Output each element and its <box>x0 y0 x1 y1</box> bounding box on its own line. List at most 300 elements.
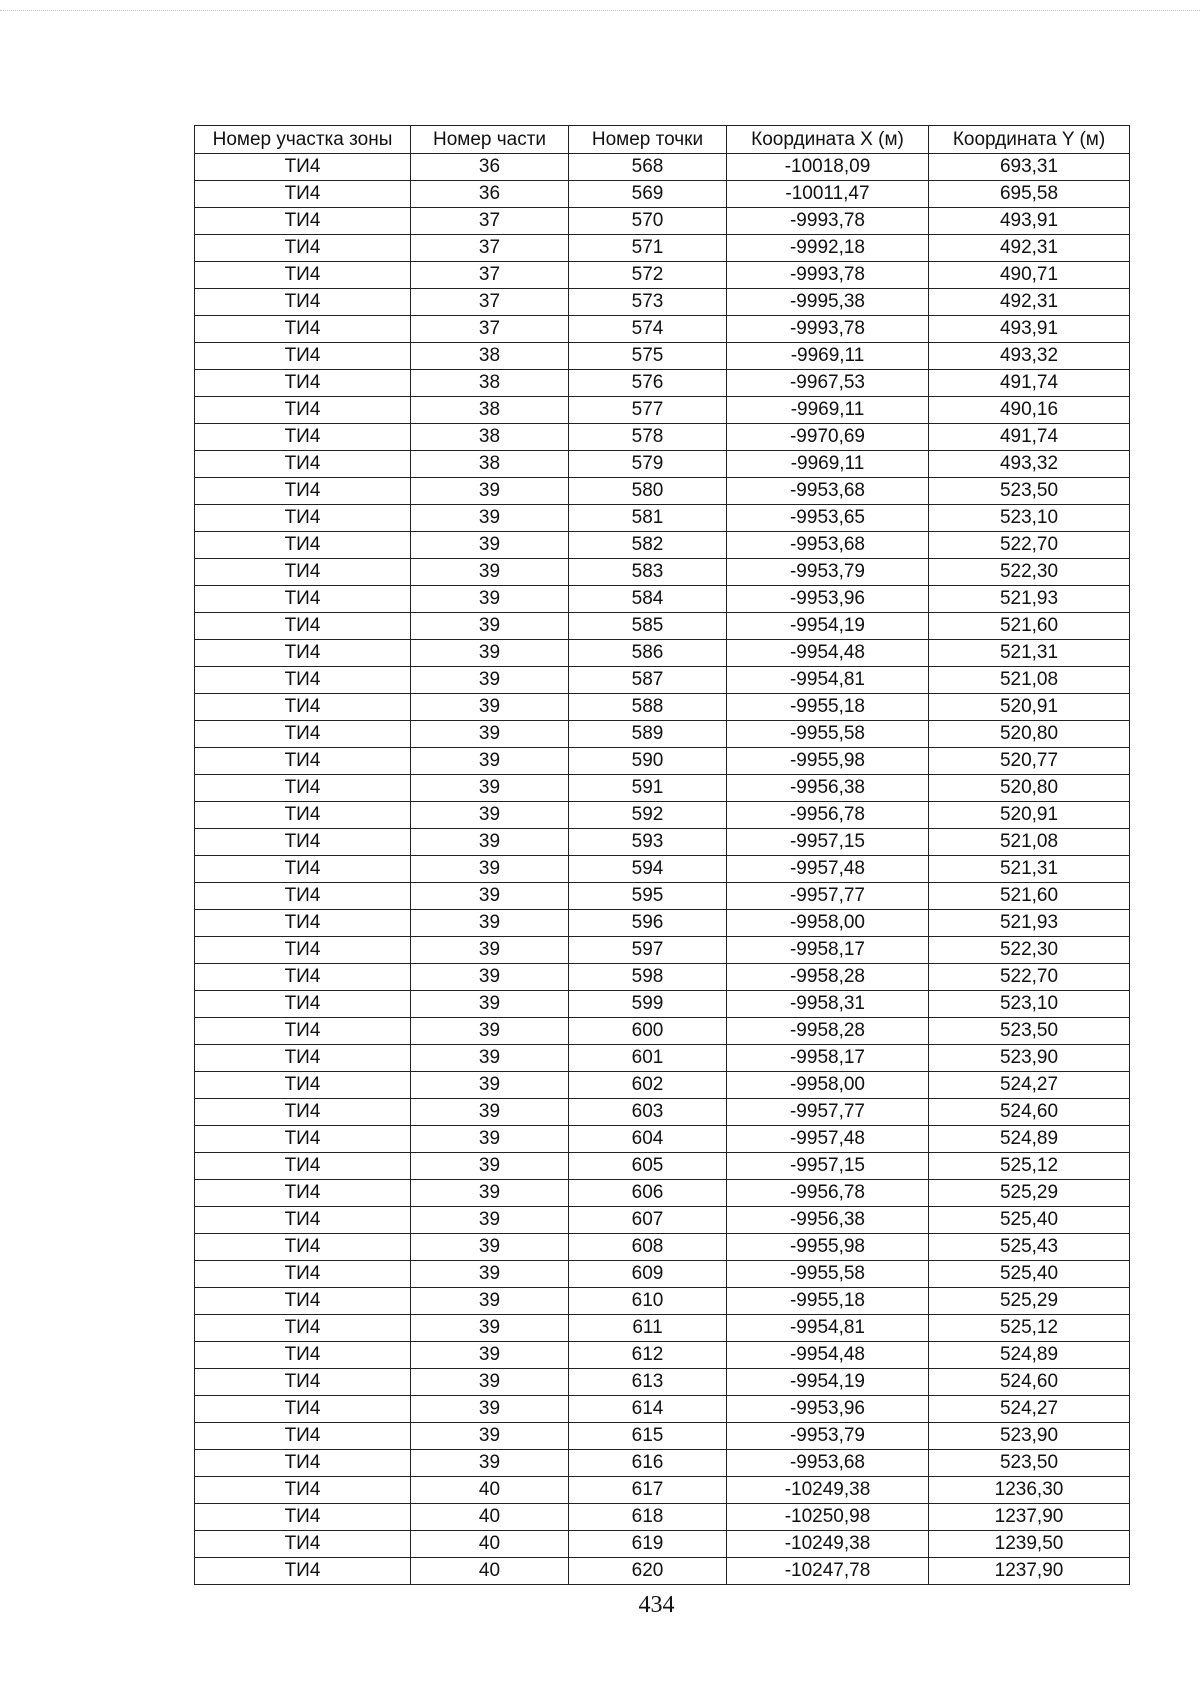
part-number-cell: 39 <box>411 586 569 613</box>
coordinate-x-cell: -9958,17 <box>727 937 929 964</box>
point-number-cell: 616 <box>569 1450 727 1477</box>
zone-section-cell: ТИ4 <box>195 505 411 532</box>
table-row <box>195 1261 1130 1288</box>
coordinate-y-cell: 524,27 <box>929 1072 1130 1099</box>
part-number-cell: 40 <box>411 1477 569 1504</box>
part-number-cell: 36 <box>411 181 569 208</box>
coordinate-y-cell: 520,80 <box>929 775 1130 802</box>
zone-section-cell: ТИ4 <box>195 1450 411 1477</box>
coordinate-y-cell: 523,10 <box>929 991 1130 1018</box>
table-row <box>195 343 1130 370</box>
table-row <box>195 829 1130 856</box>
coordinate-x-cell: -9969,11 <box>727 343 929 370</box>
coordinate-y-cell: 523,90 <box>929 1423 1130 1450</box>
point-number-cell: 598 <box>569 964 727 991</box>
table-row <box>195 1504 1130 1531</box>
point-number-cell: 596 <box>569 910 727 937</box>
point-number-cell: 590 <box>569 748 727 775</box>
coordinate-x-cell: -9953,96 <box>727 1396 929 1423</box>
part-number-cell: 39 <box>411 1342 569 1369</box>
zone-section-cell: ТИ4 <box>195 775 411 802</box>
header-coordinate-y: Координата Y (м) <box>929 126 1130 154</box>
point-number-cell: 570 <box>569 208 727 235</box>
part-number-cell: 39 <box>411 721 569 748</box>
coordinate-x-cell: -9995,38 <box>727 289 929 316</box>
table-row <box>195 1126 1130 1153</box>
point-number-cell: 580 <box>569 478 727 505</box>
zone-section-cell: ТИ4 <box>195 991 411 1018</box>
coordinate-y-cell: 490,16 <box>929 397 1130 424</box>
point-number-cell: 615 <box>569 1423 727 1450</box>
zone-section-cell: ТИ4 <box>195 910 411 937</box>
coordinate-y-cell: 522,30 <box>929 559 1130 586</box>
point-number-cell: 579 <box>569 451 727 478</box>
table-row <box>195 370 1130 397</box>
coordinate-y-cell: 1239,50 <box>929 1531 1130 1558</box>
coordinate-x-cell: -9954,81 <box>727 1315 929 1342</box>
part-number-cell: 39 <box>411 1396 569 1423</box>
part-number-cell: 40 <box>411 1531 569 1558</box>
part-number-cell: 37 <box>411 289 569 316</box>
part-number-cell: 38 <box>411 451 569 478</box>
coordinate-y-cell: 492,31 <box>929 289 1130 316</box>
point-number-cell: 585 <box>569 613 727 640</box>
part-number-cell: 39 <box>411 1072 569 1099</box>
coordinate-y-cell: 523,50 <box>929 478 1130 505</box>
coordinate-x-cell: -9956,38 <box>727 775 929 802</box>
part-number-cell: 38 <box>411 370 569 397</box>
coordinate-y-cell: 522,70 <box>929 532 1130 559</box>
coordinate-y-cell: 521,60 <box>929 613 1130 640</box>
zone-section-cell: ТИ4 <box>195 1234 411 1261</box>
part-number-cell: 39 <box>411 1018 569 1045</box>
point-number-cell: 620 <box>569 1558 727 1585</box>
zone-section-cell: ТИ4 <box>195 262 411 289</box>
coordinate-x-cell: -9955,98 <box>727 1234 929 1261</box>
part-number-cell: 39 <box>411 937 569 964</box>
point-number-cell: 597 <box>569 937 727 964</box>
table-header <box>195 126 1130 154</box>
part-number-cell: 39 <box>411 1126 569 1153</box>
part-number-cell: 37 <box>411 316 569 343</box>
coordinate-x-cell: -10249,38 <box>727 1477 929 1504</box>
table-row <box>195 856 1130 883</box>
coordinate-x-cell: -9954,81 <box>727 667 929 694</box>
coordinate-x-cell: -9955,58 <box>727 1261 929 1288</box>
table-row <box>195 1477 1130 1504</box>
coordinate-x-cell: -9953,96 <box>727 586 929 613</box>
coordinate-y-cell: 520,77 <box>929 748 1130 775</box>
part-number-cell: 39 <box>411 829 569 856</box>
part-number-cell: 36 <box>411 154 569 181</box>
coordinate-y-cell: 491,74 <box>929 370 1130 397</box>
coordinate-x-cell: -9957,48 <box>727 856 929 883</box>
zone-section-cell: ТИ4 <box>195 1477 411 1504</box>
scan-top-border <box>0 10 1200 11</box>
coordinate-x-cell: -9953,68 <box>727 1450 929 1477</box>
zone-section-cell: ТИ4 <box>195 964 411 991</box>
point-number-cell: 582 <box>569 532 727 559</box>
table-row <box>195 748 1130 775</box>
zone-section-cell: ТИ4 <box>195 1288 411 1315</box>
point-number-cell: 587 <box>569 667 727 694</box>
point-number-cell: 575 <box>569 343 727 370</box>
coordinate-x-cell: -9958,31 <box>727 991 929 1018</box>
zone-section-cell: ТИ4 <box>195 1342 411 1369</box>
point-number-cell: 618 <box>569 1504 727 1531</box>
zone-section-cell: ТИ4 <box>195 667 411 694</box>
part-number-cell: 39 <box>411 910 569 937</box>
coordinate-x-cell: -9993,78 <box>727 208 929 235</box>
coordinate-x-cell: -9955,18 <box>727 1288 929 1315</box>
zone-section-cell: ТИ4 <box>195 559 411 586</box>
coordinate-x-cell: -9953,79 <box>727 1423 929 1450</box>
zone-section-cell: ТИ4 <box>195 802 411 829</box>
coordinate-y-cell: 490,71 <box>929 262 1130 289</box>
coordinate-x-cell: -10018,09 <box>727 154 929 181</box>
coordinate-x-cell: -9970,69 <box>727 424 929 451</box>
zone-section-cell: ТИ4 <box>195 829 411 856</box>
part-number-cell: 38 <box>411 397 569 424</box>
coordinate-y-cell: 521,93 <box>929 910 1130 937</box>
part-number-cell: 39 <box>411 1423 569 1450</box>
coordinate-x-cell: -9957,77 <box>727 883 929 910</box>
coordinate-y-cell: 524,89 <box>929 1342 1130 1369</box>
coordinate-x-cell: -9992,18 <box>727 235 929 262</box>
table-row <box>195 1099 1130 1126</box>
coordinate-y-cell: 524,60 <box>929 1369 1130 1396</box>
table-row <box>195 586 1130 613</box>
point-number-cell: 589 <box>569 721 727 748</box>
coordinate-y-cell: 520,91 <box>929 802 1130 829</box>
coordinate-y-cell: 521,31 <box>929 640 1130 667</box>
coordinate-x-cell: -9953,65 <box>727 505 929 532</box>
zone-section-cell: ТИ4 <box>195 343 411 370</box>
coordinate-y-cell: 525,40 <box>929 1207 1130 1234</box>
zone-section-cell: ТИ4 <box>195 289 411 316</box>
table-row <box>195 1045 1130 1072</box>
coordinate-x-cell: -9954,19 <box>727 613 929 640</box>
coordinate-x-cell: -10249,38 <box>727 1531 929 1558</box>
table-row <box>195 559 1130 586</box>
coordinate-x-cell: -9993,78 <box>727 262 929 289</box>
coordinate-x-cell: -9956,78 <box>727 802 929 829</box>
table-row <box>195 1153 1130 1180</box>
coordinate-x-cell: -9958,00 <box>727 910 929 937</box>
zone-section-cell: ТИ4 <box>195 1180 411 1207</box>
coordinate-x-cell: -9969,11 <box>727 397 929 424</box>
coordinate-x-cell: -10011,47 <box>727 181 929 208</box>
coordinate-x-cell: -9957,77 <box>727 1099 929 1126</box>
point-number-cell: 583 <box>569 559 727 586</box>
coordinate-x-cell: -9953,68 <box>727 478 929 505</box>
coordinate-x-cell: -9955,58 <box>727 721 929 748</box>
coordinate-x-cell: -9956,78 <box>727 1180 929 1207</box>
part-number-cell: 40 <box>411 1558 569 1585</box>
table-row <box>195 937 1130 964</box>
point-number-cell: 608 <box>569 1234 727 1261</box>
table-row <box>195 1423 1130 1450</box>
coordinate-y-cell: 520,91 <box>929 694 1130 721</box>
table-row <box>195 1369 1130 1396</box>
table-row <box>195 667 1130 694</box>
part-number-cell: 39 <box>411 1450 569 1477</box>
point-number-cell: 576 <box>569 370 727 397</box>
coordinate-y-cell: 492,31 <box>929 235 1130 262</box>
header-row <box>195 126 1130 154</box>
point-number-cell: 571 <box>569 235 727 262</box>
point-number-cell: 577 <box>569 397 727 424</box>
part-number-cell: 39 <box>411 775 569 802</box>
part-number-cell: 39 <box>411 1288 569 1315</box>
coordinate-x-cell: -9957,48 <box>727 1126 929 1153</box>
table-row <box>195 775 1130 802</box>
coordinate-x-cell: -9953,68 <box>727 532 929 559</box>
part-number-cell: 39 <box>411 1234 569 1261</box>
point-number-cell: 588 <box>569 694 727 721</box>
table-row <box>195 991 1130 1018</box>
point-number-cell: 614 <box>569 1396 727 1423</box>
part-number-cell: 39 <box>411 1261 569 1288</box>
coordinates-table <box>194 125 1130 1585</box>
coordinate-x-cell: -9958,28 <box>727 1018 929 1045</box>
table-row <box>195 1018 1130 1045</box>
zone-section-cell: ТИ4 <box>195 721 411 748</box>
coordinate-y-cell: 522,70 <box>929 964 1130 991</box>
part-number-cell: 39 <box>411 1369 569 1396</box>
part-number-cell: 39 <box>411 1180 569 1207</box>
part-number-cell: 39 <box>411 613 569 640</box>
coordinate-y-cell: 1237,90 <box>929 1504 1130 1531</box>
part-number-cell: 39 <box>411 1207 569 1234</box>
table-row <box>195 505 1130 532</box>
coordinate-y-cell: 524,89 <box>929 1126 1130 1153</box>
table-row <box>195 316 1130 343</box>
coordinate-x-cell: -10250,98 <box>727 1504 929 1531</box>
point-number-cell: 599 <box>569 991 727 1018</box>
part-number-cell: 37 <box>411 235 569 262</box>
zone-section-cell: ТИ4 <box>195 1504 411 1531</box>
coordinate-y-cell: 525,12 <box>929 1315 1130 1342</box>
coordinate-y-cell: 521,60 <box>929 883 1130 910</box>
part-number-cell: 37 <box>411 208 569 235</box>
coordinate-y-cell: 493,91 <box>929 316 1130 343</box>
part-number-cell: 39 <box>411 964 569 991</box>
coordinate-x-cell: -9993,78 <box>727 316 929 343</box>
coordinate-x-cell: -9955,98 <box>727 748 929 775</box>
part-number-cell: 39 <box>411 559 569 586</box>
table-row <box>195 910 1130 937</box>
point-number-cell: 568 <box>569 154 727 181</box>
coordinate-y-cell: 524,27 <box>929 1396 1130 1423</box>
zone-section-cell: ТИ4 <box>195 1045 411 1072</box>
zone-section-cell: ТИ4 <box>195 1126 411 1153</box>
zone-section-cell: ТИ4 <box>195 235 411 262</box>
point-number-cell: 569 <box>569 181 727 208</box>
coordinate-x-cell: -10247,78 <box>727 1558 929 1585</box>
part-number-cell: 39 <box>411 505 569 532</box>
zone-section-cell: ТИ4 <box>195 1423 411 1450</box>
coordinate-y-cell: 523,90 <box>929 1045 1130 1072</box>
point-number-cell: 605 <box>569 1153 727 1180</box>
coordinate-y-cell: 521,31 <box>929 856 1130 883</box>
part-number-cell: 39 <box>411 532 569 559</box>
point-number-cell: 602 <box>569 1072 727 1099</box>
coordinate-y-cell: 1237,90 <box>929 1558 1130 1585</box>
table-body <box>195 154 1130 1585</box>
part-number-cell: 38 <box>411 343 569 370</box>
coordinate-y-cell: 693,31 <box>929 154 1130 181</box>
zone-section-cell: ТИ4 <box>195 208 411 235</box>
table-row <box>195 694 1130 721</box>
coordinate-y-cell: 522,30 <box>929 937 1130 964</box>
point-number-cell: 613 <box>569 1369 727 1396</box>
part-number-cell: 39 <box>411 802 569 829</box>
point-number-cell: 594 <box>569 856 727 883</box>
point-number-cell: 609 <box>569 1261 727 1288</box>
part-number-cell: 39 <box>411 1153 569 1180</box>
point-number-cell: 601 <box>569 1045 727 1072</box>
zone-section-cell: ТИ4 <box>195 856 411 883</box>
part-number-cell: 39 <box>411 883 569 910</box>
table-row <box>195 802 1130 829</box>
coordinate-y-cell: 493,32 <box>929 343 1130 370</box>
table-row <box>195 478 1130 505</box>
part-number-cell: 39 <box>411 856 569 883</box>
table-row <box>195 1288 1130 1315</box>
coordinate-x-cell: -9953,79 <box>727 559 929 586</box>
coordinate-x-cell: -9957,15 <box>727 1153 929 1180</box>
point-number-cell: 611 <box>569 1315 727 1342</box>
coordinate-x-cell: -9957,15 <box>727 829 929 856</box>
zone-section-cell: ТИ4 <box>195 586 411 613</box>
part-number-cell: 39 <box>411 1045 569 1072</box>
table-row <box>195 613 1130 640</box>
zone-section-cell: ТИ4 <box>195 1531 411 1558</box>
zone-section-cell: ТИ4 <box>195 397 411 424</box>
point-number-cell: 595 <box>569 883 727 910</box>
point-number-cell: 593 <box>569 829 727 856</box>
part-number-cell: 39 <box>411 694 569 721</box>
point-number-cell: 603 <box>569 1099 727 1126</box>
part-number-cell: 38 <box>411 424 569 451</box>
part-number-cell: 39 <box>411 667 569 694</box>
coordinate-y-cell: 525,29 <box>929 1180 1130 1207</box>
coordinate-y-cell: 523,50 <box>929 1450 1130 1477</box>
coordinate-x-cell: -9955,18 <box>727 694 929 721</box>
point-number-cell: 606 <box>569 1180 727 1207</box>
zone-section-cell: ТИ4 <box>195 1558 411 1585</box>
coordinate-x-cell: -9958,17 <box>727 1045 929 1072</box>
table-row <box>195 154 1130 181</box>
part-number-cell: 40 <box>411 1504 569 1531</box>
coordinate-x-cell: -9958,28 <box>727 964 929 991</box>
table-row <box>195 262 1130 289</box>
table-row <box>195 451 1130 478</box>
table-row <box>195 721 1130 748</box>
coordinate-x-cell: -9954,19 <box>727 1369 929 1396</box>
zone-section-cell: ТИ4 <box>195 451 411 478</box>
point-number-cell: 604 <box>569 1126 727 1153</box>
coordinate-x-cell: -9956,38 <box>727 1207 929 1234</box>
point-number-cell: 584 <box>569 586 727 613</box>
zone-section-cell: ТИ4 <box>195 1018 411 1045</box>
part-number-cell: 39 <box>411 1315 569 1342</box>
table-row <box>195 1234 1130 1261</box>
coordinate-y-cell: 523,10 <box>929 505 1130 532</box>
zone-section-cell: ТИ4 <box>195 1369 411 1396</box>
coordinate-y-cell: 521,08 <box>929 829 1130 856</box>
zone-section-cell: ТИ4 <box>195 532 411 559</box>
header-part-number: Номер части <box>411 126 569 154</box>
coordinate-y-cell: 523,50 <box>929 1018 1130 1045</box>
zone-section-cell: ТИ4 <box>195 1072 411 1099</box>
point-number-cell: 574 <box>569 316 727 343</box>
table-row <box>195 1315 1130 1342</box>
coordinate-y-cell: 525,29 <box>929 1288 1130 1315</box>
table-row <box>195 1207 1130 1234</box>
point-number-cell: 600 <box>569 1018 727 1045</box>
zone-section-cell: ТИ4 <box>195 154 411 181</box>
zone-section-cell: ТИ4 <box>195 694 411 721</box>
table-row <box>195 640 1130 667</box>
header-coordinate-x: Координата X (м) <box>727 126 929 154</box>
coordinate-y-cell: 521,93 <box>929 586 1130 613</box>
coordinate-y-cell: 493,32 <box>929 451 1130 478</box>
coordinate-x-cell: -9954,48 <box>727 640 929 667</box>
zone-section-cell: ТИ4 <box>195 1396 411 1423</box>
point-number-cell: 591 <box>569 775 727 802</box>
table-row <box>195 208 1130 235</box>
coordinate-y-cell: 521,08 <box>929 667 1130 694</box>
table-row <box>195 181 1130 208</box>
point-number-cell: 573 <box>569 289 727 316</box>
zone-section-cell: ТИ4 <box>195 1153 411 1180</box>
coordinate-y-cell: 493,91 <box>929 208 1130 235</box>
zone-section-cell: ТИ4 <box>195 613 411 640</box>
zone-section-cell: ТИ4 <box>195 1315 411 1342</box>
coordinate-y-cell: 520,80 <box>929 721 1130 748</box>
point-number-cell: 572 <box>569 262 727 289</box>
coordinate-x-cell: -9969,11 <box>727 451 929 478</box>
point-number-cell: 586 <box>569 640 727 667</box>
coordinate-y-cell: 525,43 <box>929 1234 1130 1261</box>
table-row <box>195 397 1130 424</box>
table-row <box>195 1558 1130 1585</box>
zone-section-cell: ТИ4 <box>195 370 411 397</box>
zone-section-cell: ТИ4 <box>195 1207 411 1234</box>
zone-section-cell: ТИ4 <box>195 937 411 964</box>
point-number-cell: 610 <box>569 1288 727 1315</box>
point-number-cell: 578 <box>569 424 727 451</box>
table-row <box>195 1072 1130 1099</box>
part-number-cell: 39 <box>411 478 569 505</box>
part-number-cell: 39 <box>411 640 569 667</box>
coordinate-y-cell: 525,12 <box>929 1153 1130 1180</box>
zone-section-cell: ТИ4 <box>195 1099 411 1126</box>
table-row <box>195 964 1130 991</box>
table-row <box>195 532 1130 559</box>
coordinate-y-cell: 525,40 <box>929 1261 1130 1288</box>
zone-section-cell: ТИ4 <box>195 181 411 208</box>
part-number-cell: 39 <box>411 1099 569 1126</box>
table-row <box>195 1396 1130 1423</box>
header-zone-section: Номер участка зоны <box>195 126 411 154</box>
point-number-cell: 592 <box>569 802 727 829</box>
coordinate-y-cell: 695,58 <box>929 181 1130 208</box>
header-point-number: Номер точки <box>569 126 727 154</box>
point-number-cell: 581 <box>569 505 727 532</box>
